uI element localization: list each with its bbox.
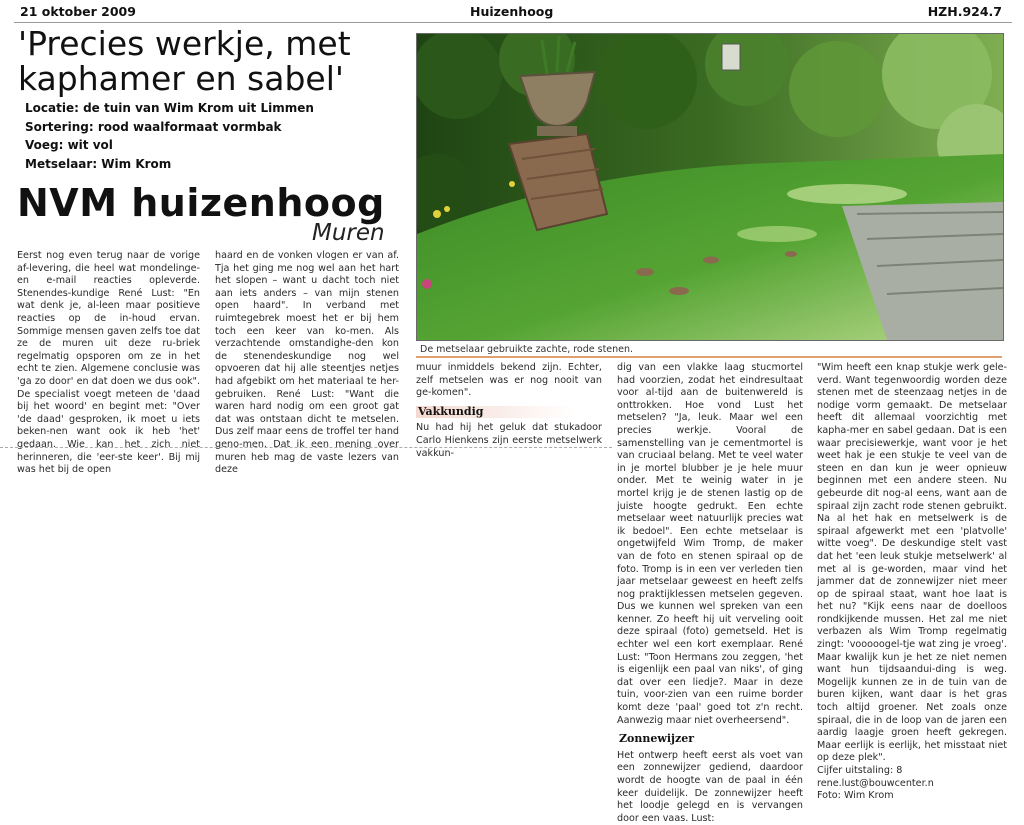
text-column-2: [215, 250, 399, 477]
article-meta: [25, 99, 314, 173]
text-column-4: [617, 362, 803, 825]
meta-sorting: Sortering: rood waalformaat vormbak: [25, 119, 282, 134]
column-4-text: dig van een vlakke laag stucmortel had voorzien, zodat het eindresultaat voor al-tijd aan de buitenwereld is onttrokken. Hoe vond Lust het metselen? "Ja, leuk. Maar wel een precies werkje. Vooral de samenstelling van je cementmortel is van cruciaal belang. Met te veel water in je mortel blubber je je hele muur onder. Met te weinig water in je mortel krijg je de stenen lastig op de juiste hoogte gedrukt. Een echte metselaar weet natuurlijk precies wat ik bedoel". Een echte metselaar is ongetwijfeld Wim Tromp, de maker van de foto en stenen spiraal op de foto. Tromp is in een ver verleden tien jaar metselaar geweest en heeft zelfs nog praktijklessen metselen gegeven. Dus we kunnen wel spreken van een kenner. Zo heeft hij uit verveling ooit deze spiraal (foto) gemetseld. Het is echter wel een kort exemplaar. René Lust: "Toon Hermans zou zeggen, 'het is eigenlijk een paal van niks', of ging dat over een liedje?. Maar in deze tuin, voor-zien van een ruime border komt deze 'paal' goed tot z'n recht. Aanwezig maar niet overheersend".: [617, 362, 803, 726]
article-title: 'Precies werkje, met kaphamer en sabel': [18, 24, 351, 98]
photo-caption: De metselaar gebruikte zachte, rode stenen.: [420, 344, 634, 355]
column-1-text: Eerst nog even terug naar de vorige af-levering, die heel wat mondelinge- en e-mail reacties opleverde. Stenendes-kundige René Lust: "En wat denk je, al-leen maar positieve reacties op de in-houd ervan. Sommige mensen gaven zelfs toe dat ze de muren uit deze ru-briek regelmatig opsporen om ze in het echt te zien. Algemene conclusie was 'ga zo door' en dat doen we dus ook". De specialist voegt meteen de 'daad bij het woord' en begint met: "Over 'de daad' gesproken, ik moet u iets beken-nen want ook ik heb 'het' gedaan. Wie kan het zich niet herinneren, die 'eer-ste keer'. Bij mij was het bij de open: [17, 250, 200, 476]
column-4-text-bottom: Het ontwerp heeft eerst als voet van een zonnewijzer gediend, daardoor wordt de hoogte van de paal in één keer duidelijk. De zonnewijzer heeft het loodje gelegd en is vervangen door een vaas. Lust:: [617, 749, 803, 824]
photo-credit: Foto: Wim Krom: [817, 790, 894, 802]
rating-line: Cijfer uitstaling: 8: [817, 765, 903, 776]
issue-date: 21 oktober 2009: [20, 4, 136, 19]
brand-logo: NVM huizenhoog: [17, 181, 385, 225]
text-column-3: [416, 362, 602, 460]
subheading-zonnewijzer: Zonnewijzer: [619, 732, 695, 746]
column-2-text: haard en de vonken vlogen er van af. Tja het ging me nog wel aan het hart het slopen – want u dacht toch niet aan iets anders – van mijn stenen open haard". In verband met ruimtegebrek moest het er bij hem toch een keer van ko-men. Als verzachtende omstandighe-den kon de stenendeskundige nog wel opvoeren dat hij alle steentjes netjes had afgebikt om het materiaal te her-gebruiken. René Lust: "Want die waren hard nodig om een groot gat dat was ontstaan dicht te metselen. Dus zelf maar eens de troffel ter hand geno-men. Dat ik een mening over muren heb mag de vaste lezers van deze: [215, 250, 399, 476]
masthead-rule: [14, 22, 1012, 23]
page-code: HZH.924.7: [927, 4, 1002, 19]
column-3-text-top: muur inmiddels bekend zijn. Echter, zelf metselen was er nog nooit van ge-komen".: [416, 362, 602, 399]
text-column-5: [817, 362, 1007, 803]
caption-rule: [416, 356, 1002, 358]
author-email: rene.lust@bouwcenter.n: [817, 777, 934, 789]
subheading-vakkundig: Vakkundig: [416, 406, 602, 419]
text-column-1: [17, 250, 200, 477]
column-3-text-bottom: Nu had hij het geluk dat stukadoor Carlo Hienkens zijn eerste metselwerk vakkun-: [416, 422, 602, 459]
torn-edge: [0, 447, 612, 449]
meta-joint: Voeg: wit vol: [25, 138, 113, 152]
meta-mason: Metselaar: Wim Krom: [25, 156, 172, 171]
column-5-text: "Wim heeft een knap stukje werk gele-verd. Want tegenwoordig worden deze stenen met de steenzaag netjes in de nodige vorm gemaakt. De metselaar heeft dit allemaal voorzichtig met kapha-mer en sabel gedaan. Dat is een waar precisiewerkje, want voor je het weet hak je een stukje te veel van de steen en dan kun je weer opnieuw beginnen met een andere steen. Nu gebeurde dit nog-al eens, want aan de spiraal zijn zacht rode stenen gebruikt. Na al het hak en metselwerk is de spiraal afgewerkt met een 'platvolle' witte voeg". De deskundige stelt vast dat het 'een leuk stukje metselwerk' al met al is ge-worden, maar vind het jammer dat de zonnewijzer niet meer op de spiraal staat, want hoe laat is het nu? "Kijk eens naar de doelloos rondkijkende mussen. Het zal me niet verbazen als Wim Tromp regelmatig zingt: 'vooooogel-tje wat zing je vroeg'. Maar kwalijk kun je het ze niet nemen want hun tijdsaandui-ding is weg. Mogelijk kunnen ze in de tuin van de buren kijken, want daar is het gras toch altijd groener. Net zoals onze spiraal, die in de loop van de jaren een aardig laagje groen heeft gekregen. Maar eerlijk is eerlijk, het misstaat niet op deze plek".: [817, 362, 1007, 764]
category-label: Muren: [312, 220, 385, 246]
garden-illustration: [417, 34, 1003, 340]
section-name: Huizenhoog: [470, 4, 554, 19]
meta-location: Locatie: de tuin van Wim Krom uit Limmen: [25, 101, 314, 115]
garden-photo: [416, 33, 1004, 341]
masthead: [0, 0, 1024, 24]
